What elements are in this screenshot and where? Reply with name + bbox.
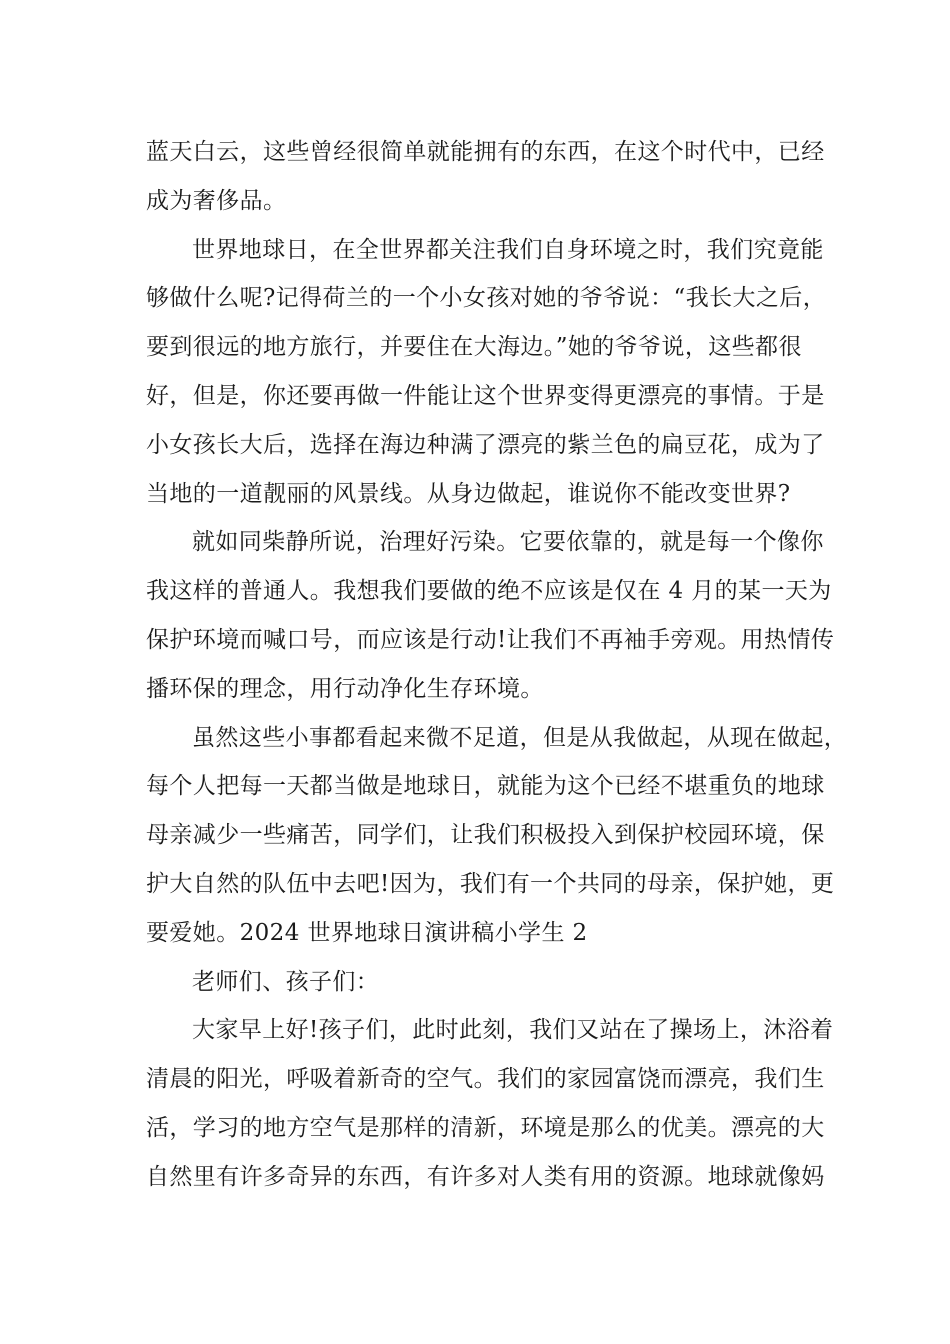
paragraph-4	[146, 714, 848, 958]
text-line: 好，但是，你还要再做一件能让这个世界变得更漂亮的事情。于是	[146, 382, 825, 409]
text-line: 播环保的理念，用行动净化生存环境。	[146, 675, 544, 702]
paragraph-6	[146, 1006, 834, 1201]
text-line: 要爱她。2024 世界地球日演讲稿小学生 2	[146, 919, 588, 946]
text-line: 每个人把每一天都当做是地球日，就能为这个已经不堪重负的地球	[146, 773, 825, 800]
text-line: 虽然这些小事都看起来微不足道，但是从我做起，从现在做起，	[192, 724, 848, 751]
text-line: 就如同柴静所说，治理好污染。它要依靠的，就是每一个像你	[192, 529, 824, 556]
document-body	[146, 128, 848, 1202]
text-line: 自然里有许多奇异的东西，有许多对人类有用的资源。地球就像妈	[146, 1163, 825, 1190]
text-line: 保护环境而喊口号，而应该是行动!让我们不再袖手旁观。用热情传	[146, 626, 835, 653]
text-line: 活，学习的地方空气是那样的清新，环境是那么的优美。漂亮的大	[146, 1114, 825, 1141]
text-line: 当地的一道靓丽的风景线。从身边做起，谁说你不能改变世界?	[146, 480, 791, 507]
text-line: 小女孩长大后，选择在海边种满了漂亮的紫兰色的扁豆花，成为了	[146, 431, 825, 458]
paragraph-3	[146, 518, 835, 713]
paragraph-1	[146, 128, 826, 226]
text-line: 成为奢侈品。	[146, 187, 287, 214]
text-line: 蓝天白云，这些曾经很简单就能拥有的东西，在这个时代中，已经	[146, 139, 825, 165]
text-line: 母亲减少一些痛苦，同学们，让我们积极投入到保护校园环境，保	[146, 822, 825, 849]
text-line: 老师们、孩子们：	[192, 968, 380, 995]
paragraph-5	[146, 958, 826, 1007]
text-line: 大家早上好!孩子们，此时此刻，我们又站在了操场上，沐浴着	[192, 1017, 834, 1044]
paragraph-2	[146, 226, 826, 519]
text-line: 我这样的普通人。我想我们要做的绝不应该是仅在 4 月的某一天为	[146, 578, 832, 605]
text-line: 够做什么呢?记得荷兰的一个小女孩对她的爷爷说：“我长大之后，	[146, 285, 827, 312]
text-line: 护大自然的队伍中去吧!因为，我们有一个共同的母亲，保护她，更	[146, 870, 835, 897]
text-line: 清晨的阳光，呼吸着新奇的空气。我们的家园富饶而漂亮，我们生	[146, 1066, 825, 1093]
text-line: 世界地球日，在全世界都关注我们自身环境之时，我们究竟能	[192, 236, 824, 263]
text-line: 要到很远的地方旅行，并要住在大海边。”她的爷爷说，这些都很	[146, 334, 802, 361]
